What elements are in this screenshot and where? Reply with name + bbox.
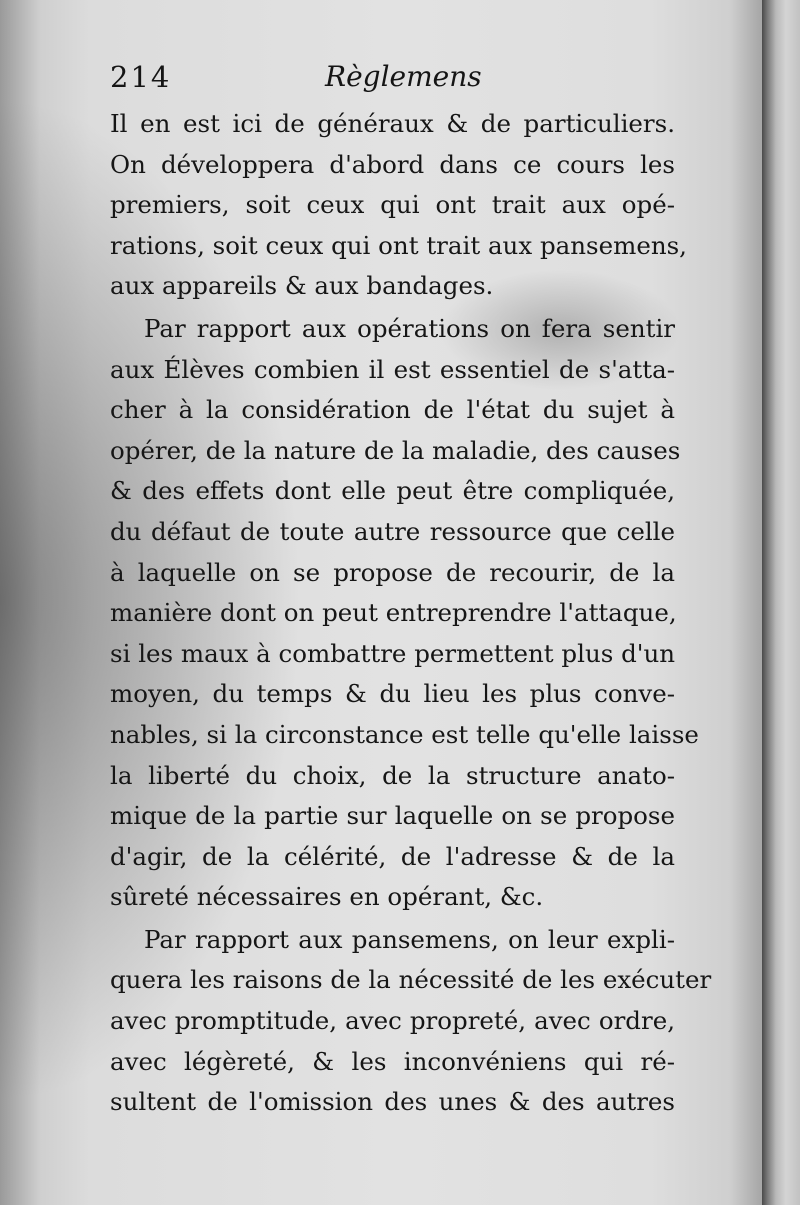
text-line: d'agir, de la célérité, de l'adresse & de la (110, 841, 675, 871)
running-head: Règlemens (325, 60, 482, 93)
text-line: premiers, soit ceux qui ont trait aux opé- (110, 190, 675, 220)
paragraph-2 (110, 309, 699, 918)
text-line: quera les raisons de la nécessité de les exécuter (110, 965, 712, 995)
text-line: cher à la considération de l'état du sujet à (110, 395, 675, 425)
text-line: la liberté du choix, de la structure anato- (110, 760, 675, 790)
text-line: Par rapport aux pansemens, on leur expli- (144, 924, 675, 954)
text-line: aux appareils & aux bandages. (110, 271, 494, 301)
paragraph-3 (110, 920, 712, 1123)
body-text (110, 104, 712, 1123)
text-line: On développera d'abord dans ce cours les (110, 149, 675, 179)
text-line: manière dont on peut entreprendre l'attaque, (110, 598, 677, 628)
page-gutter-edge (762, 0, 800, 1205)
text-line: mique de la partie sur laquelle on se propose (110, 801, 675, 831)
text-line: Il en est ici de généraux & de particuliers. (110, 109, 675, 138)
text-line: aux Élèves combien il est essentiel de s'atta- (110, 354, 675, 384)
text-line: sultent de l'omission des unes & des autres (110, 1087, 675, 1117)
text-line: & des effets dont elle peut être compliquée, (110, 476, 675, 506)
text-line: à laquelle on se propose de recourir, de la (110, 557, 675, 587)
page-header (110, 60, 670, 104)
text-line: du défaut de toute autre ressource que celle (110, 516, 675, 546)
text-line: sûreté nécessaires en opérant, &c. (110, 882, 544, 912)
text-line: avec promptitude, avec propreté, avec ordre, (110, 1006, 675, 1036)
paragraph-1 (110, 104, 687, 307)
page-number: 214 (110, 60, 172, 94)
text-line: Par rapport aux opérations on fera sentir (144, 313, 675, 343)
text-line: opérer, de la nature de la maladie, des causes (110, 435, 681, 465)
text-line: avec légèreté, & les inconvéniens qui ré- (110, 1046, 675, 1076)
text-line: si les maux à combattre permettent plus d'un (110, 638, 676, 668)
text-line: nables, si la circonstance est telle qu'elle laisse (110, 719, 699, 749)
text-line: moyen, du temps & du lieu les plus conve- (110, 679, 675, 709)
text-line: rations, soit ceux qui ont trait aux pansemens, (110, 230, 687, 260)
